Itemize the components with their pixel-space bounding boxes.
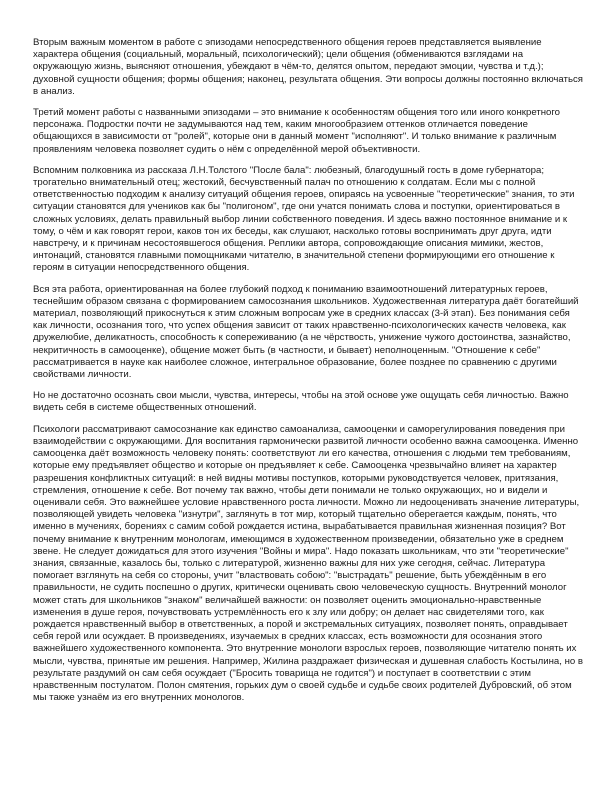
paragraph-1: Вторым важным моментом в работе с эпизодами непосредственного общения героев представляется выявление характера общения (социальный, моральный, психологический); цели общения (обмениваются взглядами на окружающую жизнь, выясняют отношения, убеждают в чём-то, делятся опытом, передают эмоции, чувства и т.д.); духовной сущности общения; формы общения; наконец, результата общения. Эти вопросы должны постоянно включаться в анализ.	[33, 37, 583, 97]
paragraph-5: Но не достаточно осознать свои мысли, чувства, интересы, чтобы на этой основе уже ощущать себя личностью. Важно видеть себя в системе общественных отношений.	[33, 390, 569, 414]
paragraph-4: Вся эта работа, ориентированная на более глубокий подход к пониманию взаимоотношений литературных героев, теснейшим образом связана с формированием самосознания школьников. Художественная литература даёт богатейший материал, позволяющий прикоснуться к этим сложным вопросам уже в средних классах (3-й этап). Без понимания себя как личности, осознания того, что успех общения зависит от таких нравственно-психологических качеств человека, как дружелюбие, деликатность, способность к сопереживанию (а не чёрствость, унижение чужого достоинства, зазнайство, некритичность в самооценке), общение может быть (в частности, и бывает) неполноценным. "Отношение к себе" рассматривается в науке как наиболее сложное, интегральное образование, более позднее по сравнению с другими свойствами личности.	[33, 283, 579, 381]
paragraph-3: Вспомним полковника из рассказа Л.Н.Толстого "После бала": любезный, благодушный гость в доме губернатора; трогательно внимательный отец; жестокий, бесчувственный палач по отношению к солдатам. Если мы с полной ответственностью подходим к анализу ситуаций общения героев, опираясь на усвоенные "теоретические" знания, то эти ситуации становятся для учеников как бы "полигоном", где они учатся понимать слова и поступки, ориентироваться в сложных условиях, делать правильный выбор линии собственного поведения. И здесь важно постоянное внимание и к тому, о чём и как говорят герои, каков тон их беседы, как слушают, насколько готовы воспринимать друг друга, идти навстречу, и к причинам несостоявшегося общения. Реплики автора, сопровождающие описания мимики, жестов, интонаций, становятся главными помощниками читателю, в значительной степени формирующими его отношение к героям в ситуации непосредственного общения.	[33, 164, 575, 274]
document-page	[33, 37, 583, 713]
paragraph-2: Третий момент работы с названными эпизодами – это внимание к особенностям общения того или иного конкретного персонажа. Подростки почти не задумываются над тем, каким многообразием оттенков отличается поведение общающихся в зависимости от "ролей", которые они в данный момент "исполняют". И только внимание к различным проявлениям человека позволяет судить о нём с определённой мерой объективности.	[33, 107, 560, 155]
paragraph-6: Психологи рассматривают самосознание как единство самоанализа, самооценки и саморегулирования поведения при взаимодействии с окружающими. Для воспитания гармонически развитой личности особенно важна самооценка. Именно самооценка даёт возможность человеку понять: соответствуют ли его качества, отношения с людьми тем требованиям, которые ему предъявляет общество и которые он предъявляет к себе. Самооценка чрезвычайно влияет на характер разрешения конфликтных ситуаций: в ней видны мотивы поступков, которыми руководствуется человек, притязания, стремления, отношение к себе. Вот почему так важно, чтобы дети понимали не только окружающих, но и видели и оценивали себя. Это важнейшее условие нравственного роста личности. Можно ли недооценивать значение литературы, позволяющей увидеть человека "изнутри", заглянуть в тот мир, который тщательно оберегается каждым, понять, что именно в мучениях, борениях с самим собой рождается истина, вырабатывается правильная жизненная позиция? Вот почему внимание к внутренним монологам, имеющимся в художественном произведении, обязательно уже в среднем звене. Не следует дожидаться для этого изучения "Войны и мира". Надо показать школьникам, что эти "теоретические" знания, связанные, казалось бы, только с литературой, жизненно важны для них уже сегодня, сейчас. Литература помогает взглянуть на себя со стороны, учит "властвовать собою": "выстрадать" решение, быть убеждённым в его правильности, не судить поспешно о других, критически оценивать свою человеческую сущность. Внутренний монолог может стать для школьников "знаком" величайшей важности: он позволяет оценить эмоционально-нравственные изменения в душе героя, почувствовать устремлённость его к злу или добру; он делает нас свидетелями того, как рождается нравственный выбор в ответственных, а порой и экстремальных ситуациях, позволяет понять, оправдывает себя герой или осуждает. В произведениях, изучаемых в средних классах, есть возможности для осознания этого важнейшего художественного компонента. Это внутренние монологи взрослых героев, позволяющие читателю понять их мысли, чувства, принятые им решения. Например, Жилина раздражает физическая и душевная слабость Костылина, но в результате раздумий он сам себя осуждает ("Бросить товарища не годится") и поступает в соответствии с этим нравственным постулатом. Полон смятения, горьких дум о своей судьбе и судьбе своих родителей Дубровский, об этом мы также узнаём из его внутренних монологов.	[33, 423, 583, 704]
